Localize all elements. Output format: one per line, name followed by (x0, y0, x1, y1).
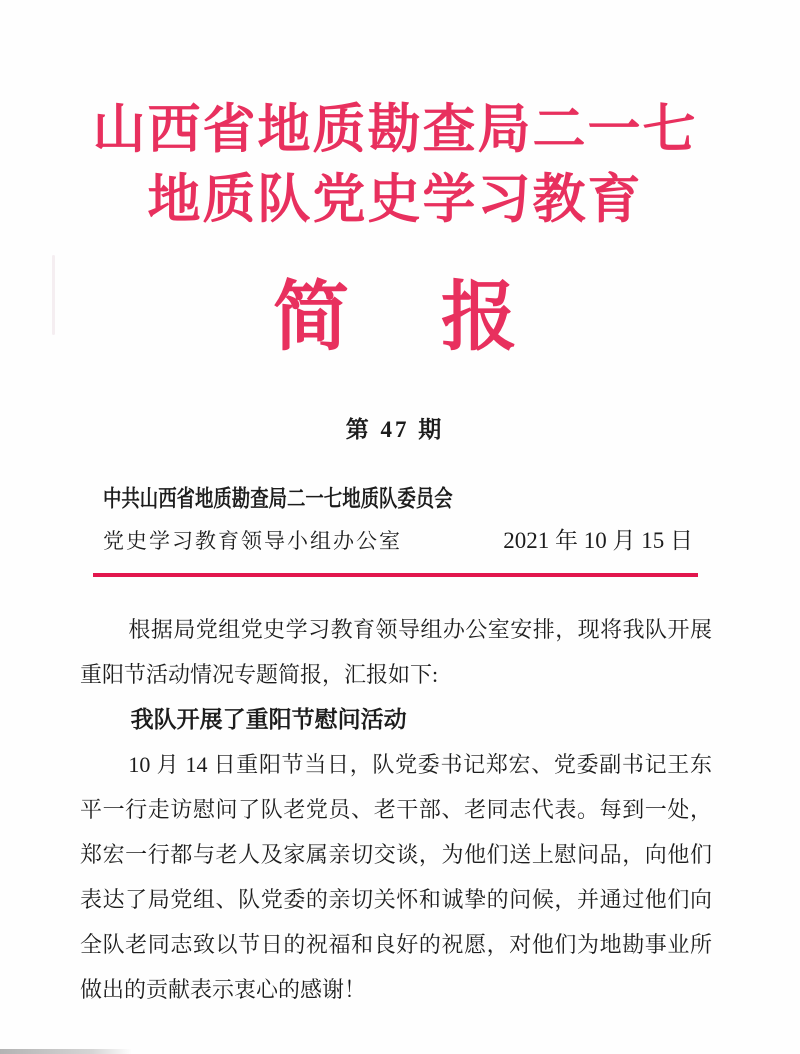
issuer-committee-line: 中共山西省地质勘查局二一七地质队委员会 (103, 486, 453, 511)
masthead-title (80, 95, 710, 235)
issue-date: 2021 年 10 月 15 日 (503, 528, 693, 553)
scan-artifact-left (52, 255, 55, 335)
text-line: 表达了局党组、队党委的亲切关怀和诚挚的问候，并通过他们向 (80, 887, 712, 912)
scan-artifact-bottom (0, 1049, 132, 1054)
document-body (80, 607, 712, 1012)
masthead-title-line1: 山西省地质勘查局二一七 (92, 101, 698, 159)
masthead-title-line2: 地质队党史学习教育 (147, 171, 643, 229)
issuer-block (103, 484, 710, 556)
text-line: 做出的贡献表示衷心的感谢！ (80, 977, 367, 1002)
bulletin-word-char2: 报 (441, 276, 517, 360)
bulletin-word (80, 275, 710, 361)
text-line: 全队老同志致以节日的祝福和良好的祝愿，对他们为地勘事业所 (80, 932, 712, 957)
section-heading (80, 697, 712, 742)
text-line: 郑宏一行都与老人及家属亲切交谈，为他们送上慰问品，向他们 (80, 842, 712, 867)
issue-number: 第 47 期 (345, 417, 445, 442)
text-line: 重阳节活动情况专题简报，汇报如下: (80, 662, 439, 687)
body-paragraph (80, 607, 712, 697)
text-line: 我队开展了重阳节慰问活动 (130, 706, 407, 732)
text-line: 平一行走访慰问了队老党员、老干部、老同志代表。每到一处， (80, 797, 712, 822)
text-line: 10 月 14 日重阳节当日，队党委书记郑宏、党委副书记王东 (128, 752, 712, 777)
issuer-office-row (103, 526, 710, 556)
header-divider-rule (93, 573, 698, 577)
issuer-office-line: 党史学习教育领导小组办公室 (103, 529, 402, 553)
body-paragraph (80, 742, 712, 1012)
bulletin-word-char1: 简 (273, 276, 349, 360)
text-line: 根据局党组党史学习教育领导组办公室安排，现将我队开展 (128, 617, 712, 642)
